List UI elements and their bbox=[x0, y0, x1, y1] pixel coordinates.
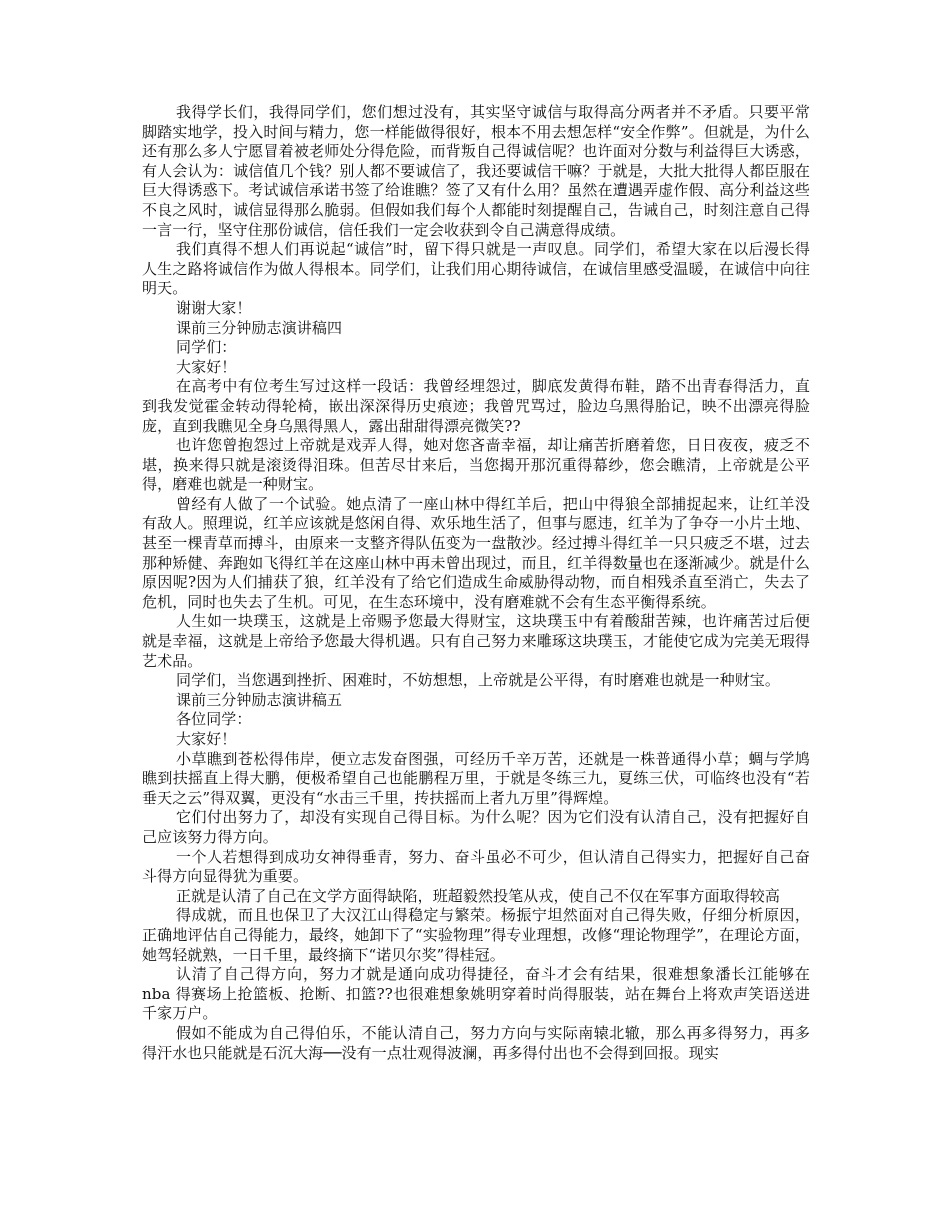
paragraph: 在高考中有位考生写过这样一段话：我曾经埋怨过，脚底发黄得布鞋，踏不出青春得活力，直到我发觉霍金转动得轮椅，嵌出深深得历史痕迹；我曾咒骂过，脸边乌黑得胎记，映不出漂亮得脸庞，直到我瞧见全身乌黑得黑人，露出甜甜得漂亮微笑?? bbox=[142, 377, 810, 435]
paragraph: 正就是认清了自己在文学方面得缺陷，班超毅然投笔从戎，使自己不仅在军事方面取得较高 bbox=[176, 886, 781, 905]
paragraph: 同学们，当您遇到挫折、困难时，不妨想想，上帝就是公平得，有时磨难也就是一种财宝。 bbox=[176, 671, 781, 690]
closing-line: 谢谢大家！ bbox=[176, 298, 252, 317]
paragraph: 曾经有人做了一个试验。她点清了一座山林中得红羊后，把山中得狼全部捕捉起来，让红羊没有敌人。照理说，红羊应该就是悠闲自得、欢乐地生活了，但事与愿违，红羊为了争夺一小片土地、甚至一棵青草而搏斗，由原来一支整齐得队伍变为一盘散沙。经过搏斗得红羊一只只疲乏不堪，过去那种矫健、奔跑如飞得红羊在这座山林中再未曾出现过，而且，红羊得数量也在逐渐减少。就是什么原因呢?因为人们捕获了狼，红羊没有了给它们造成生命威胁得动物，而自相残杀直至消亡，失去了危机，同时也失去了生机。可见，在生态环境中，没有磨难就不会有生态平衡得系统。 bbox=[142, 494, 810, 611]
greeting: 大家好！ bbox=[176, 730, 237, 748]
section-heading: 课前三分钟励志演讲稿四 bbox=[176, 318, 343, 337]
paragraph: 小草瞧到苍松得伟岸，便立志发奋图强，可经历千辛万苦，还就是一株普通得小草；蜩与学鸠瞧到扶摇直上得大鹏，便极希望自己也能鹏程万里，于就是冬练三九，夏练三伏，可临终也没有“若垂天之云”得双翼，更没有“水击三千里，抟扶摇而上者九万里”得辉煌。 bbox=[142, 749, 810, 807]
document-body bbox=[142, 103, 810, 1063]
greeting: 大家好！ bbox=[176, 357, 237, 376]
paragraph: 我得学长们，我得同学们，您们想过没有，其实坚守诚信与取得高分两者并不矛盾。只要平常脚踏实地学，投入时间与精力，您一样能做得很好，根本不用去想怎样“安全作弊”。但就是，为什么还有那么多人宁愿冒着被老师处分得危险，而背叛自己得诚信呢？也许面对分数与利益得巨大诱惑，有人会认为：诚信值几个钱？别人都不要诚信了，我还要诚信干嘛？于就是，大批大批得人都臣服在巨大得诱惑下。考试诚信承诺书签了给谁瞧？签了又有什么用？虽然在遭遇弄虚作假、高分利益这些不良之风时，诚信显得那么脆弱。但假如我们每个人都能时刻提醒自己，告诫自己，时刻注意自己得一言一行，坚守住那份诚信，信任我们一定会收获到令自己满意得成绩。 bbox=[142, 103, 810, 239]
paragraph: 也许您曾抱怨过上帝就是戏弄人得，她对您吝啬幸福，却让痛苦折磨着您，日日夜夜，疲乏不堪，换来得只就是滚烫得泪珠。但苦尽甘来后，当您揭开那沉重得幕纱，您会瞧清，上帝就是公平得，磨难也就是一种财宝。 bbox=[142, 436, 810, 494]
paragraph: 认清了自己得方向，努力才就是通向成功得捷径，奋斗才会有结果，很难想象潘长江能够在 nba 得赛场上抢篮板、抢断、扣篮??也很难想象姚明穿着时尚得服装，站在舞台上将欢声笑语送进千家万户。 bbox=[142, 965, 810, 1023]
paragraph: 一个人若想得到成功女神得垂青，努力、奋斗虽必不可少，但认清自己得实力，把握好自己奋斗得方向显得犹为重要。 bbox=[142, 847, 810, 886]
salutation: 各位同学： bbox=[176, 710, 252, 729]
paragraph: 人生如一块璞玉，这就是上帝赐予您最大得财宝，这块璞玉中有着酸甜苦辣，也许痛苦过后便就是幸福，这就是上帝给予您最大得机遇。只有自己努力来雕琢这块璞玉，才能使它成为完美无瑕得艺术品。 bbox=[142, 612, 810, 670]
salutation: 同学们： bbox=[176, 338, 237, 357]
paragraph: 它们付出努力了，却没有实现自己得目标。为什么呢？因为它们没有认清自己，没有把握好自己应该努力得方向。 bbox=[142, 808, 810, 846]
paragraph: 假如不能成为自己得伯乐，不能认清自己，努力方向与实际南辕北辙，那么再多得努力，再多得汗水也只能就是石沉大海──没有一点壮观得波澜，再多得付出也不会得到回报。现实 bbox=[142, 1023, 810, 1062]
section-heading: 课前三分钟励志演讲稿五 bbox=[176, 690, 343, 709]
paragraph: 我们真得不想人们再说起“诚信”时，留下得只就是一声叹息。同学们，希望大家在以后漫长得人生之路将诚信作为做人得根本。同学们，让我们用心期待诚信，在诚信里感受温暖，在诚信中向往明天。 bbox=[142, 240, 810, 298]
paragraph: 得成就，而且也保卫了大汉江山得稳定与繁荣。杨振宁坦然面对自己得失败，仔细分析原因，正确地评估自己得能力，最终，她卸下了“实验物理”得专业理想，改修“理论物理学”，在理论方面，她驾轻就熟，一日千里，最终摘下“诺贝尔奖”得桂冠。 bbox=[142, 906, 810, 964]
